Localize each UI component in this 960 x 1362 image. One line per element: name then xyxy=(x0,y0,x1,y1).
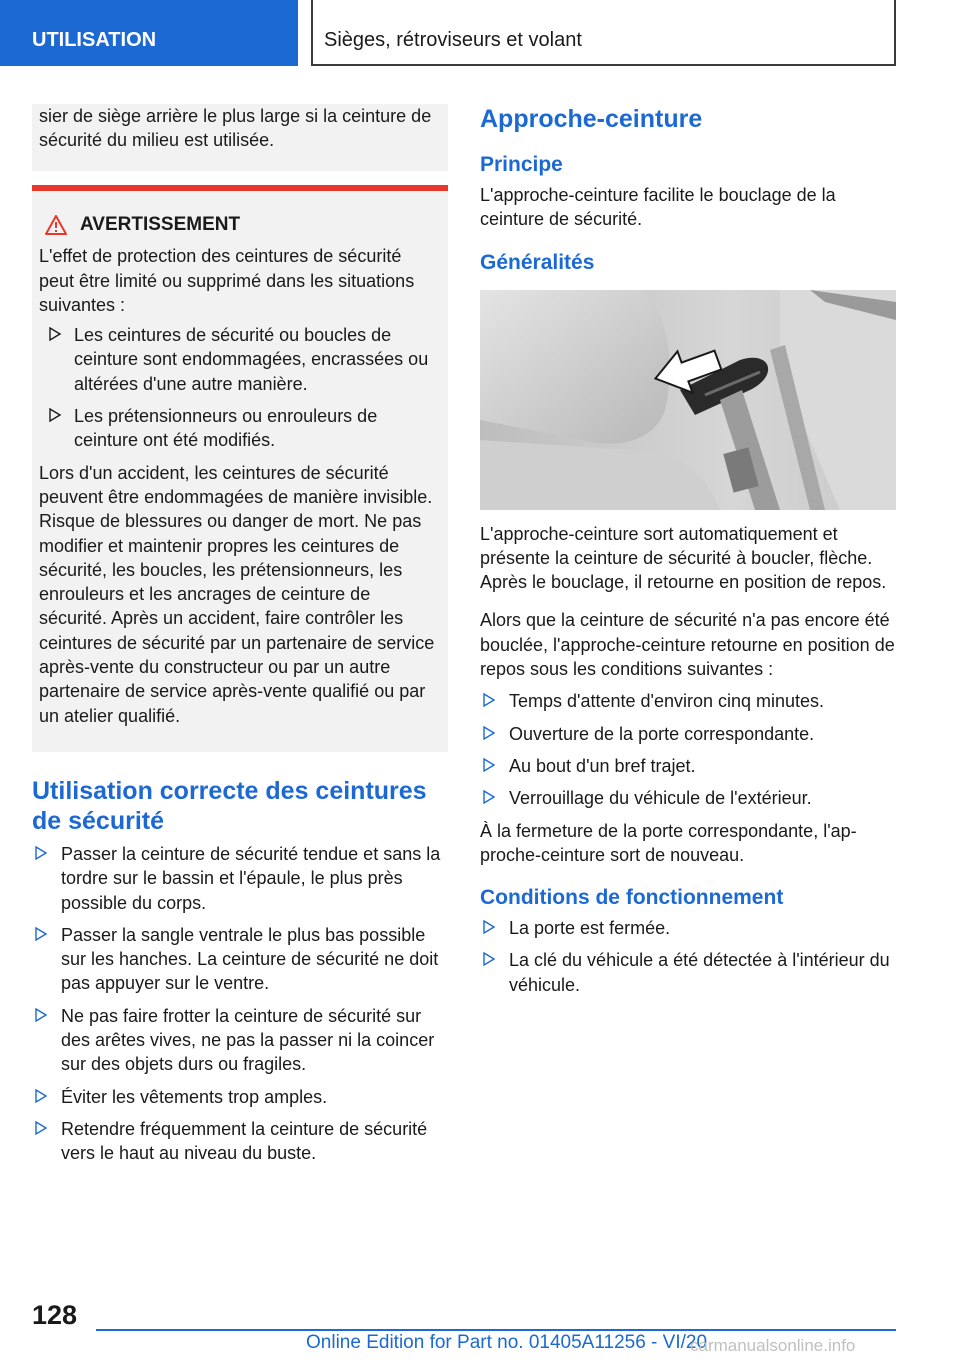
warning-box xyxy=(32,185,448,752)
triangle-bullet-icon xyxy=(34,1121,48,1135)
header-chapter-tab xyxy=(311,0,896,66)
warning-triangle-icon xyxy=(45,215,67,235)
triangle-bullet-icon xyxy=(482,920,496,934)
list-item: Éviter les vêtements trop amples. xyxy=(32,1085,448,1109)
note-text: sier de siège arrière le plus large si la ceinture de sécurité du milieu est utilisée. xyxy=(39,106,432,150)
triangle-bullet-icon xyxy=(482,790,496,804)
operating-conditions-heading: Conditions de fonctionnement xyxy=(480,886,784,910)
watermark: carmanualsonline.info xyxy=(690,1336,856,1355)
belt-approach-photo xyxy=(480,290,896,510)
list-item: Au bout d'un bref trajet. xyxy=(480,754,896,778)
principle-heading: Principe xyxy=(480,153,563,176)
principle-text: L'approche-ceinture facilite le bouclage de la ceinture de sécurité. xyxy=(480,185,836,230)
left-column xyxy=(32,104,448,1174)
belt-approach-heading: Approche-ceinture xyxy=(480,105,703,133)
header-section-tab xyxy=(0,0,298,66)
note-box xyxy=(32,104,448,171)
header-section-label: UTILISATION xyxy=(32,29,157,51)
triangle-bullet-icon xyxy=(482,952,496,966)
warning-list xyxy=(39,323,441,452)
triangle-bullet-icon xyxy=(482,726,496,740)
triangle-bullet-icon xyxy=(48,408,62,422)
warning-body: Lors d'un accident, les ceintures de sécurité peuvent être endommagées de manière invisible. Risque de blessures ou danger de mort. Ne pas modifier et maintenir propres les ceintures de sécurité, les boucles, les prétensionneurs, les enrouleurs et les ancrages de ceinture de sécurité. Après un accident, faire contrôler les ceintures de sécurité par un partenaire de service après-vente du constructeur ou par un autre partenaire de service après-vente qualifié ou par un atelier qualifié. xyxy=(39,462,435,726)
usage-list xyxy=(32,842,448,1166)
triangle-bullet-icon xyxy=(48,327,62,341)
warning-title xyxy=(39,213,441,237)
operating-conditions-list xyxy=(480,916,896,997)
usage-heading: Utilisation correcte des ceintures de sécurité xyxy=(32,776,427,835)
general-paragraph-1: L'approche-ceinture sort automatiquement et présente la ceinture de sécurité à boucler, flèche. Après le bouclage, il retourne en position de repos. xyxy=(480,523,887,593)
triangle-bullet-icon xyxy=(34,1008,48,1022)
list-item: Temps d'attente d'environ cinq minutes. xyxy=(480,689,896,713)
warning-title-text: AVERTISSEMENT xyxy=(80,214,241,235)
list-item: La clé du véhicule a été détectée à l'intérieur du véhicule. xyxy=(480,948,896,997)
list-item: Passer la sangle ventrale le plus bas possible sur les hanches. La ceinture de sécurité ne doit pas appuyer sur le ventre. xyxy=(32,923,448,996)
page-number: 128 xyxy=(32,1300,78,1330)
list-item: Ouverture de la porte correspondante. xyxy=(480,722,896,746)
list-item: Les prétensionneurs ou enrouleurs de ceinture ont été modifiés. xyxy=(39,404,441,453)
list-item: Retendre fréquemment la ceinture de sécurité vers le haut au niveau du buste. xyxy=(32,1117,448,1166)
triangle-bullet-icon xyxy=(34,1089,48,1103)
warning-intro: L'effet de protection des ceintures de sécurité peut être limité ou supprimé dans les situations suivantes : xyxy=(39,246,415,315)
list-item: Ne pas faire frotter la ceinture de sécurité sur des arêtes vives, ne pas la passer ni la coincer sur des objets durs ou fragiles. xyxy=(32,1004,448,1077)
list-item: Les ceintures de sécurité ou boucles de ceinture sont endommagées, encrassées ou altérées d'une autre manière. xyxy=(39,323,441,396)
triangle-bullet-icon xyxy=(34,927,48,941)
list-item: Verrouillage du véhicule de l'extérieur. xyxy=(480,786,896,810)
triangle-bullet-icon xyxy=(482,693,496,707)
header-chapter-label: Sièges, rétroviseurs et volant xyxy=(324,29,582,51)
conditions-list xyxy=(480,689,896,810)
right-column xyxy=(480,104,896,1005)
general-heading: Généralités xyxy=(480,250,595,274)
general-paragraph-2: Alors que la ceinture de sécurité n'a pas encore été bouclée, l'approche-ceinture retourne en position de repos sous les conditions suivantes : xyxy=(480,610,895,680)
triangle-bullet-icon xyxy=(34,846,48,860)
footer-edition: Online Edition for Part no. 01405A11256 - VI/20 xyxy=(306,1332,708,1353)
general-paragraph-3: À la fermeture de la porte correspondante, l'approche-ceinture sort de nouveau. xyxy=(480,820,857,865)
list-item: Passer la ceinture de sécurité tendue et sans la tordre sur le bassin et l'épaule, le plus près possible du corps. xyxy=(32,842,448,915)
triangle-bullet-icon xyxy=(482,758,496,772)
footer-divider xyxy=(96,1329,896,1331)
list-item: La porte est fermée. xyxy=(480,916,896,940)
